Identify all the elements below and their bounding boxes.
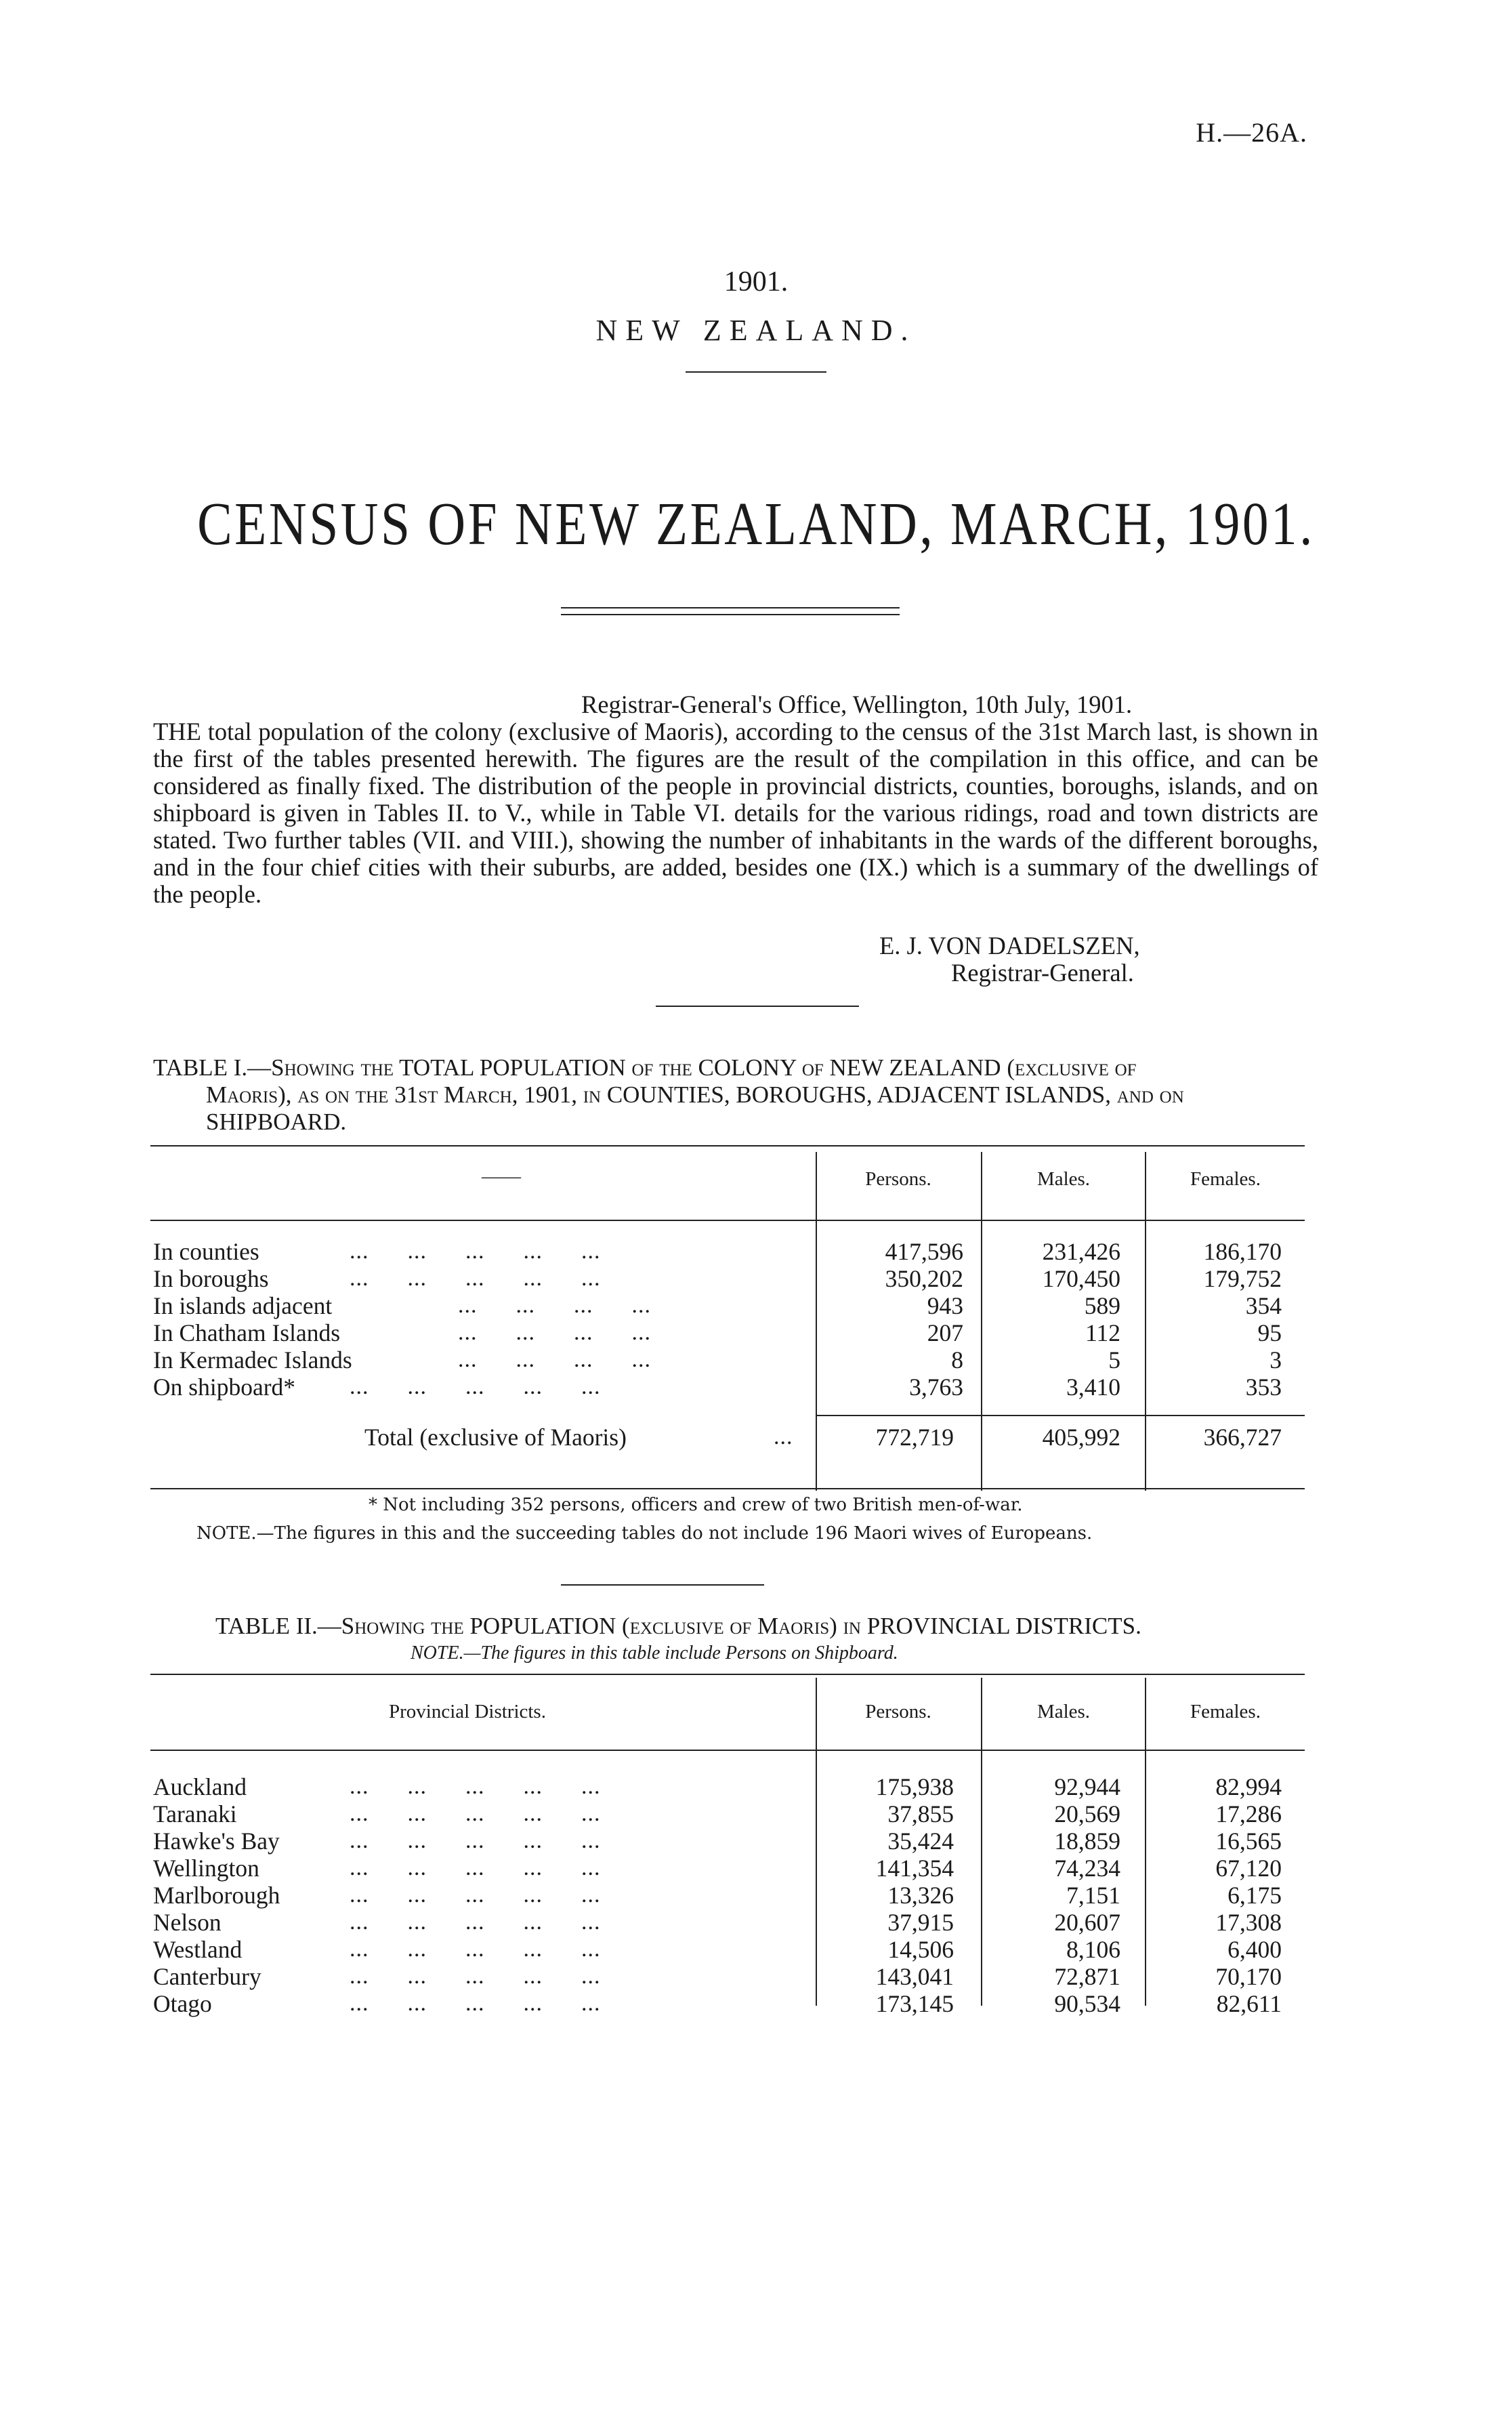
leader-dots: ... ... ... ... ... [350, 1801, 601, 1826]
table1-vline-1 [816, 1152, 817, 1491]
title-double-rule-bottom [561, 614, 900, 615]
cell-females: 179,752 [1203, 1265, 1282, 1292]
cell-persons: 141,354 [875, 1855, 954, 1882]
total-males: 405,992 [1042, 1424, 1120, 1451]
table2-top-rule [150, 1674, 1305, 1675]
cell-males: 92,944 [1054, 1773, 1120, 1800]
cell-males: 170,450 [1042, 1265, 1120, 1292]
row-label: Hawke's Bay [153, 1827, 280, 1855]
leader-dots: ... ... ... ... ... [350, 1882, 601, 1907]
cell-males: 8,106 [1066, 1936, 1120, 1963]
table2-caption: TABLE II.—Showing the POPULATION (exclusive of Maoris) in PROVINCIAL DISTRICTS. [215, 1613, 1141, 1639]
leader-dots: ... ... ... ... [458, 1293, 651, 1318]
leader-dots: ... ... ... ... ... [350, 1937, 601, 1962]
title-double-rule-top [561, 607, 900, 608]
table1-vline-2 [981, 1152, 982, 1491]
row-label: In Kermadec Islands [153, 1346, 352, 1373]
cell-females: 353 [1245, 1373, 1282, 1401]
leader-dots: ... ... ... ... ... [350, 1964, 601, 1989]
table2-vline-1 [816, 1678, 817, 2006]
cell-males: 231,426 [1042, 1238, 1120, 1265]
row-label: Auckland [153, 1773, 247, 1800]
cell-females: 17,286 [1215, 1800, 1282, 1827]
cell-persons: 14,506 [887, 1936, 954, 1963]
cell-persons: 207 [927, 1319, 963, 1346]
cell-persons: 13,326 [887, 1882, 954, 1909]
leader-dots: ... ... ... ... ... [350, 1374, 601, 1399]
total-females: 366,727 [1203, 1424, 1282, 1451]
cell-females: 82,994 [1215, 1773, 1282, 1800]
leader-dots: ... ... ... ... ... [350, 1239, 601, 1264]
cell-males: 5 [1108, 1346, 1120, 1373]
row-label: In islands adjacent [153, 1292, 333, 1319]
document-reference: H.—26A. [1196, 117, 1307, 148]
cell-females: 186,170 [1203, 1238, 1282, 1265]
table1-bottom-rule [150, 1488, 1305, 1489]
cell-persons: 173,145 [875, 1990, 954, 2017]
table1-top-rule [150, 1145, 1305, 1146]
cell-females: 16,565 [1215, 1827, 1282, 1855]
table1-total-rule [816, 1415, 1305, 1416]
table2-vline-2 [981, 1678, 982, 2006]
table1-header-rule [150, 1220, 1305, 1221]
table2-col-persons: Persons. [865, 1701, 931, 1722]
cell-females: 3 [1269, 1346, 1282, 1373]
table1-col-males: Males. [1036, 1168, 1091, 1190]
cell-females: 95 [1257, 1319, 1282, 1346]
total-label: Total (exclusive of Maoris) [364, 1424, 627, 1451]
cell-males: 589 [1084, 1292, 1120, 1319]
table2-col-females: Females. [1190, 1701, 1261, 1722]
cell-persons: 8 [951, 1346, 963, 1373]
cell-males: 20,569 [1054, 1800, 1120, 1827]
table1-caption-line1: TABLE I.—Showing the TOTAL POPULATION of the COLONY of NEW ZEALAND (exclusive of [153, 1054, 1137, 1081]
table2-vline-3 [1145, 1678, 1146, 2006]
row-label: Otago [153, 1990, 212, 2017]
table1-caption-line2: Maoris), as on the 31st March, 1901, in COUNTIES, BOROUGHS, ADJACENT ISLANDS, and on [206, 1081, 1184, 1108]
cell-males: 7,151 [1066, 1882, 1120, 1909]
leader-dots: ... ... ... ... [458, 1320, 651, 1345]
leader-dots: ... ... ... ... ... [350, 1909, 601, 1935]
leader-dots: ... ... ... ... ... [350, 1828, 601, 1853]
cell-females: 354 [1245, 1292, 1282, 1319]
row-label: Wellington [153, 1855, 259, 1882]
cell-persons: 417,596 [885, 1238, 963, 1265]
table1-note: NOTE.—The figures in this and the succeeding tables do not include 196 Maori wives of Europeans. [196, 1523, 1093, 1544]
cell-males: 18,859 [1054, 1827, 1120, 1855]
leader-dots: ... [774, 1424, 793, 1449]
leader-dots: ... ... ... ... ... [350, 1991, 601, 2016]
cell-persons: 943 [927, 1292, 963, 1319]
cell-males: 3,410 [1066, 1373, 1120, 1401]
table1-caption-line3: SHIPBOARD. [206, 1109, 347, 1135]
table2-stub-head: Provincial Districts. [389, 1701, 546, 1722]
row-label: In counties [153, 1238, 259, 1265]
cell-females: 6,400 [1227, 1936, 1282, 1963]
row-label: Taranaki [153, 1800, 237, 1827]
cell-persons: 35,424 [887, 1827, 954, 1855]
row-label: In Chatham Islands [153, 1319, 341, 1346]
cell-males: 90,534 [1054, 1990, 1120, 2017]
row-label: Canterbury [153, 1963, 261, 1990]
row-label: On shipboard* [153, 1373, 296, 1401]
office-date-line: Registrar-General's Office, Wellington, 10th July, 1901. [581, 690, 1133, 718]
table1-col-persons: Persons. [865, 1168, 931, 1190]
publication-year: 1901. [723, 266, 789, 297]
cell-males: 20,607 [1054, 1909, 1120, 1936]
table1-col-females: Females. [1190, 1168, 1261, 1190]
cell-persons: 143,041 [875, 1963, 954, 1990]
table1-vline-3 [1145, 1152, 1146, 1491]
row-label: In boroughs [153, 1265, 269, 1292]
leader-dots: ... ... ... ... ... [350, 1266, 601, 1291]
table1-stub-head: —— [482, 1165, 521, 1187]
cell-persons: 37,915 [887, 1909, 954, 1936]
cell-males: 72,871 [1054, 1963, 1120, 1990]
table2-subcaption: NOTE.—The figures in this table include Persons on Shipboard. [411, 1643, 898, 1664]
row-label: Nelson [153, 1909, 222, 1936]
divider-short [686, 371, 826, 373]
cell-females: 82,611 [1216, 1990, 1282, 2017]
cell-females: 17,308 [1215, 1909, 1282, 1936]
cell-persons: 3,763 [909, 1373, 963, 1401]
cell-persons: 175,938 [875, 1773, 954, 1800]
table2-header-rule [150, 1750, 1305, 1751]
row-label: Marlborough [153, 1882, 280, 1909]
row-label: Westland [153, 1936, 243, 1963]
leader-dots: ... ... ... ... ... [350, 1855, 601, 1880]
cell-females: 67,120 [1215, 1855, 1282, 1882]
cell-persons: 350,202 [885, 1265, 963, 1292]
cell-males: 74,234 [1054, 1855, 1120, 1882]
leader-dots: ... ... ... ... ... [350, 1774, 601, 1799]
cell-females: 70,170 [1215, 1963, 1282, 1990]
table1-footnote: * Not including 352 persons, officers and crew of two British men-of-war. [369, 1495, 1023, 1515]
total-persons: 772,719 [875, 1424, 954, 1451]
country-heading: NEW ZEALAND. [595, 314, 917, 347]
divider-after-intro [656, 1006, 859, 1007]
divider-between-tables [561, 1584, 764, 1586]
cell-males: 112 [1085, 1319, 1120, 1346]
page-title: CENSUS OF NEW ZEALAND, MARCH, 1901. [197, 491, 1315, 558]
table2-col-males: Males. [1036, 1701, 1091, 1722]
cell-females: 6,175 [1227, 1882, 1282, 1909]
signature-name: E. J. VON DADELSZEN, [879, 932, 1140, 959]
intro-paragraph: THE total population of the colony (exclusive of Maoris), according to the census of the 31st March last, is shown in the first of the tables presented herewith. The figures are the result of the compilation in this office, and can be considered as finally fixed. The distribution of the people in provincial districts, counties, boroughs, islands, and on shipboard is given in Tables II. to V., while in Table VI. details for the various ridings, road and town districts are stated. Two further tables (VII. and VIII.), showing the number of inhabitants in the wards of the different boroughs, and in the four chief cities with their suburbs, are added, besides one (IX.) which is a summary of the dwellings of the people. [153, 718, 1318, 908]
signature-title: Registrar-General. [951, 959, 1134, 987]
cell-persons: 37,855 [887, 1800, 954, 1827]
leader-dots: ... ... ... ... [458, 1347, 651, 1372]
